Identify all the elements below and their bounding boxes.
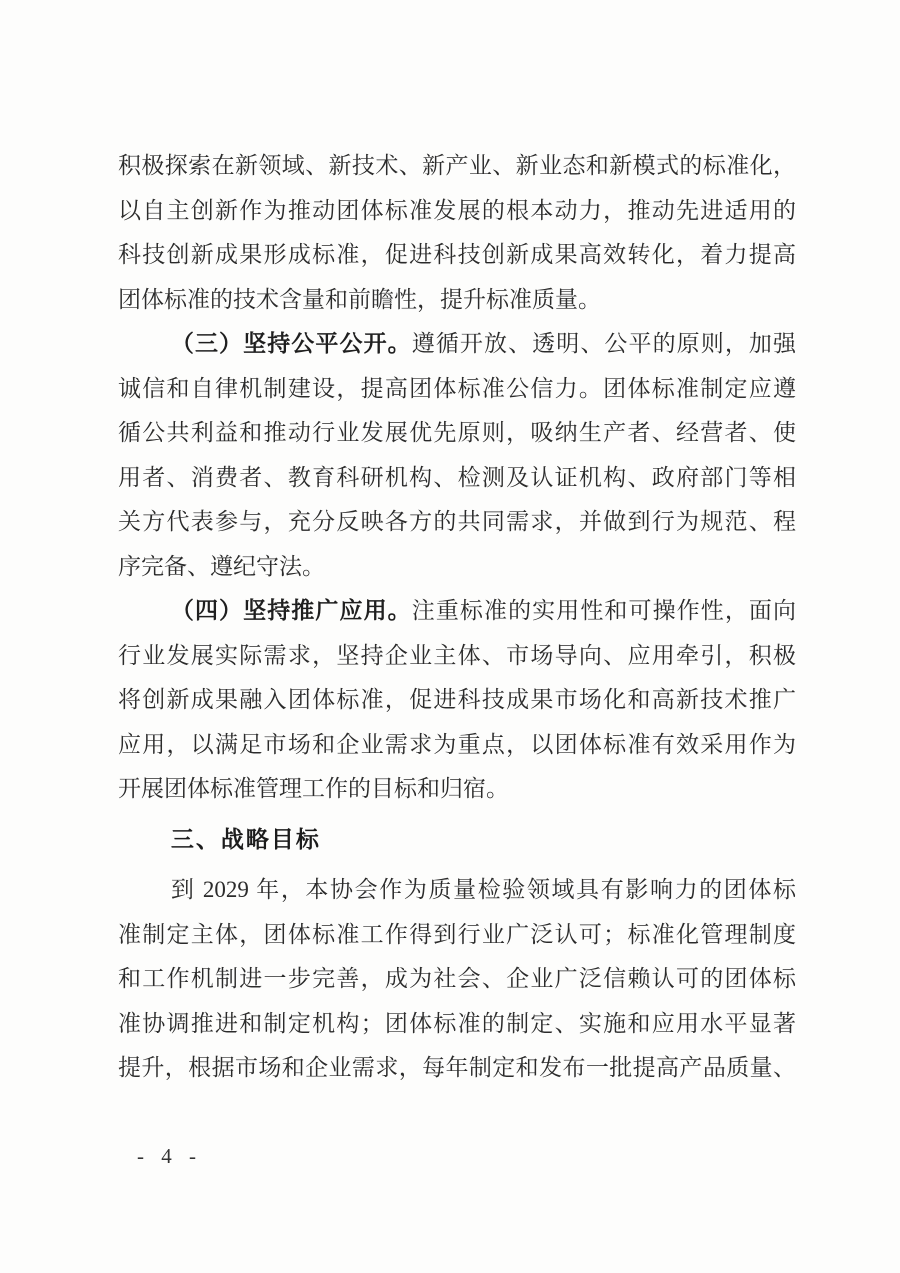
text-line: （四）坚持推广应用。注重标准的实用性和可操作性，面向 [170,598,797,623]
page-number: - 4 - [137,1144,202,1168]
text-line: 用者、消费者、教育科研机构、检测及认证机构、政府部门等相 [118,464,796,490]
text-line: 准制定主体，团体标准工作得到行业广泛认可；标准化管理制度 [118,921,796,947]
paragraph-lead: （四）坚持推广应用。 [170,598,412,623]
text-line: 关方代表参与，充分反映各方的共同需求，并做到行为规范、程 [118,509,796,534]
text-line: 团体标准的技术含量和前瞻性，提升标准质量。 [118,286,601,312]
text-line: 行业发展实际需求，坚持企业主体、市场导向、应用牵引，积极 [118,642,796,668]
text-line: 准协调推进和制定机构；团体标准的制定、实施和应用水平显著 [118,1010,796,1036]
text-line: 序完备、遵纪守法。 [118,553,325,579]
text-line: 提升，根据市场和企业需求，每年制定和发布一批提高产品质量、 [118,1055,796,1080]
text-line: 开展团体标准管理工作的目标和归宿。 [118,776,509,801]
text-line: 以自主创新作为推动团体标准发展的根本动力，推动先进适用的 [118,197,796,223]
text-line: 积极探索在新领域、新技术、新产业、新业态和新模式的标准化， [118,153,796,178]
text-line: 将创新成果融入团体标准，促进科技成果市场化和高新技术推广 [118,687,796,712]
text-block [118,144,796,1091]
text-line: 到 2029 年，本协会作为质量检验领域具有影响力的团体标 [170,877,796,902]
paragraph-lead: （三）坚持公平公开。 [170,331,412,356]
section-heading: 三、战略目标 [170,825,321,852]
text-line: 应用，以满足市场和企业需求为重点，以团体标准有效采用作为 [118,731,796,757]
text-line: 诚信和自律机制建设，提高团体标准公信力。团体标准制定应遵 [118,375,796,401]
text-line: 科技创新成果形成标准，促进科技创新成果高效转化，着力提高 [118,242,796,267]
text-line: 循公共利益和推动行业发展优先原则，吸纳生产者、经营者、使 [118,420,796,445]
text-line: 和工作机制进一步完善，成为社会、企业广泛信赖认可的团体标 [118,966,796,991]
text-line: （三）坚持公平公开。遵循开放、透明、公平的原则，加强 [170,331,797,356]
